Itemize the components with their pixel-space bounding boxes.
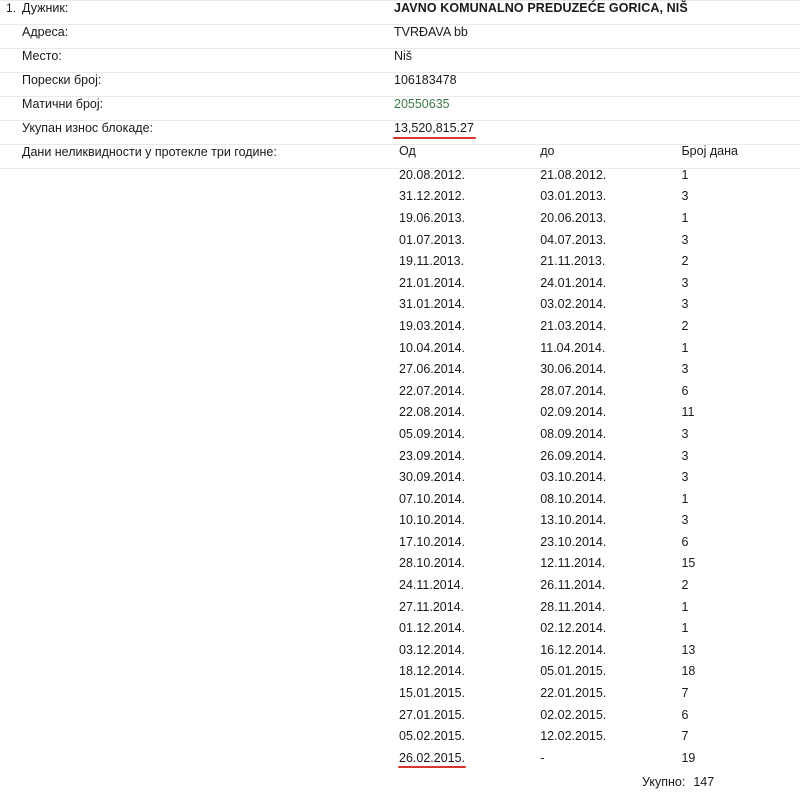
cell-from: 19.11.2013. [399,254,465,269]
cell-days: 3 [681,362,689,377]
table-row [0,747,800,769]
cell-from: 10.10.2014. [399,513,466,528]
cell-to: 16.12.2014. [540,642,607,657]
total-value: 147 [693,774,715,789]
cell-from: 01.12.2014. [399,621,466,636]
info-row-registration-number [0,97,800,121]
table-row [0,531,800,553]
cell-from: 27.06.2014. [399,362,466,377]
cell-days: 2 [681,254,689,269]
cell-days: 3 [681,470,689,485]
cell-to: 30.06.2014. [540,362,607,377]
cell-from: 03.12.2014. [399,642,466,657]
cell-to: 05.01.2015. [540,664,607,679]
cell-to: 20.06.2013. [540,210,607,225]
cell-days: 1 [681,621,689,636]
cell-to: 21.03.2014. [540,318,607,333]
table-row [0,574,800,596]
table-row [0,358,800,380]
table-row [0,272,800,294]
cell-from: 19.06.2013. [399,210,466,225]
cell-from: 17.10.2014. [399,534,466,549]
cell-to: 02.09.2014. [540,405,607,420]
total-label: Укупно: [642,774,686,789]
info-row-tax-number [0,73,800,97]
column-header-days: Број дана [681,144,738,158]
cell-from: 23.09.2014. [399,448,466,463]
info-value-debtor: JAVNO KOMUNALNO PREDUZEĆE GORICA, NIŠ [394,1,688,15]
cell-to: 12.02.2015. [540,729,607,744]
cell-from: 20.08.2012. [399,167,466,182]
cell-to: 21.11.2013. [540,254,606,269]
table-row [0,466,800,488]
cell-from: 10.04.2014. [399,340,466,355]
table-row [0,704,800,726]
info-value-address: TVRĐAVA bb [394,25,468,39]
cell-days: 15 [681,556,696,571]
table-row [0,315,800,337]
table-row [0,164,800,186]
info-row-address [0,25,800,49]
cell-days: 6 [681,707,689,722]
cell-days: 3 [681,426,689,441]
info-value-blockade-amount: 13,520,815.27 [394,121,474,135]
cell-to: 03.01.2013. [540,189,607,204]
table-header-row [0,138,800,164]
info-value-registration-number: 20550635 [394,97,450,111]
cell-from: 31.12.2012. [399,189,466,204]
cell-from: 07.10.2014. [399,491,466,506]
table-row [0,250,800,272]
entry-index: 1. [6,1,17,15]
cell-from: 24.11.2014. [399,578,465,593]
cell-from: 01.07.2013. [399,232,466,247]
cell-days: 3 [681,232,689,247]
cell-from: 26.02.2015. [399,750,466,765]
info-label-registration-number: Матични број: [22,97,104,111]
cell-from: 05.02.2015. [399,729,466,744]
column-header-to: до [540,144,555,158]
cell-to: 03.02.2014. [540,297,607,312]
cell-days: 3 [681,448,689,463]
cell-to: 26.09.2014. [540,448,607,463]
table-row [0,294,800,316]
cell-days: 13 [681,642,696,657]
table-row [0,229,800,251]
cell-from: 27.01.2015. [399,707,466,722]
cell-days: 6 [681,383,689,398]
info-label-city: Место: [22,49,62,63]
table-row [0,186,800,208]
info-label-tax-number: Порески број: [22,73,102,87]
table-row [0,596,800,618]
table-row [0,553,800,575]
table-row [0,639,800,661]
illiquidity-table [0,138,800,793]
cell-days: 2 [681,578,689,593]
cell-from: 22.08.2014. [399,405,466,420]
cell-to: 21.08.2012. [540,167,607,182]
cell-days: 1 [681,491,689,506]
cell-days: 7 [681,729,689,744]
cell-from: 18.12.2014. [399,664,466,679]
info-value-city: Niš [394,49,413,63]
cell-to: 12.11.2014. [540,556,606,571]
cell-from: 22.07.2014. [399,383,466,398]
cell-to: 08.09.2014. [540,426,607,441]
column-header-from: Од [399,144,416,158]
cell-from: 19.03.2014. [399,318,466,333]
info-value-tax-number: 106183478 [394,73,457,87]
cell-from: 30.09.2014. [399,470,466,485]
cell-to: 23.10.2014. [540,534,607,549]
cell-to: 24.01.2014. [540,275,607,290]
cell-from: 15.01.2015. [399,686,466,701]
cell-from: 31.01.2014. [399,297,466,312]
cell-from: 28.10.2014. [399,556,466,571]
cell-days: 3 [681,189,689,204]
cell-to: 02.12.2014. [540,621,607,636]
info-row-city [0,49,800,73]
table-row [0,423,800,445]
cell-to: 03.10.2014. [540,470,607,485]
table-row [0,402,800,424]
cell-to: 28.07.2014. [540,383,607,398]
table-row [0,661,800,683]
cell-days: 1 [681,599,689,614]
table-row [0,725,800,747]
cell-days: 18 [681,664,696,679]
cell-to: - [540,750,545,765]
table-row [0,380,800,402]
table-row [0,488,800,510]
table-row [0,510,800,532]
cell-to: 02.02.2015. [540,707,607,722]
info-label-blockade-amount: Укупан износ блокаде: [22,121,154,135]
cell-from: 05.09.2014. [399,426,466,441]
cell-to: 26.11.2014. [540,578,606,593]
table-row [0,682,800,704]
cell-to: 28.11.2014. [540,599,606,614]
info-label-illiquidity-days: Дани неликвидности у протекле три године: [22,145,277,159]
cell-days: 11 [681,405,695,420]
cell-to: 13.10.2014. [540,513,607,528]
table-row [0,337,800,359]
cell-days: 7 [681,686,689,701]
cell-to: 11.04.2014. [540,340,606,355]
table-row [0,617,800,639]
info-label-debtor: Дужник: [22,1,69,15]
cell-to: 22.01.2015. [540,686,607,701]
table-total-row [0,771,800,793]
cell-from: 27.11.2014. [399,599,465,614]
cell-days: 1 [681,167,689,182]
cell-days: 19 [681,750,696,765]
cell-days: 1 [681,340,689,355]
info-row-debtor [0,0,800,25]
table-row [0,445,800,467]
table-row [0,207,800,229]
cell-days: 1 [681,210,689,225]
cell-from: 21.01.2014. [399,275,466,290]
cell-days: 6 [681,534,689,549]
cell-to: 04.07.2013. [540,232,607,247]
cell-days: 2 [681,318,689,333]
cell-days: 3 [681,275,689,290]
cell-days: 3 [681,513,689,528]
cell-days: 3 [681,297,689,312]
cell-to: 08.10.2014. [540,491,607,506]
info-label-address: Адреса: [22,25,69,39]
